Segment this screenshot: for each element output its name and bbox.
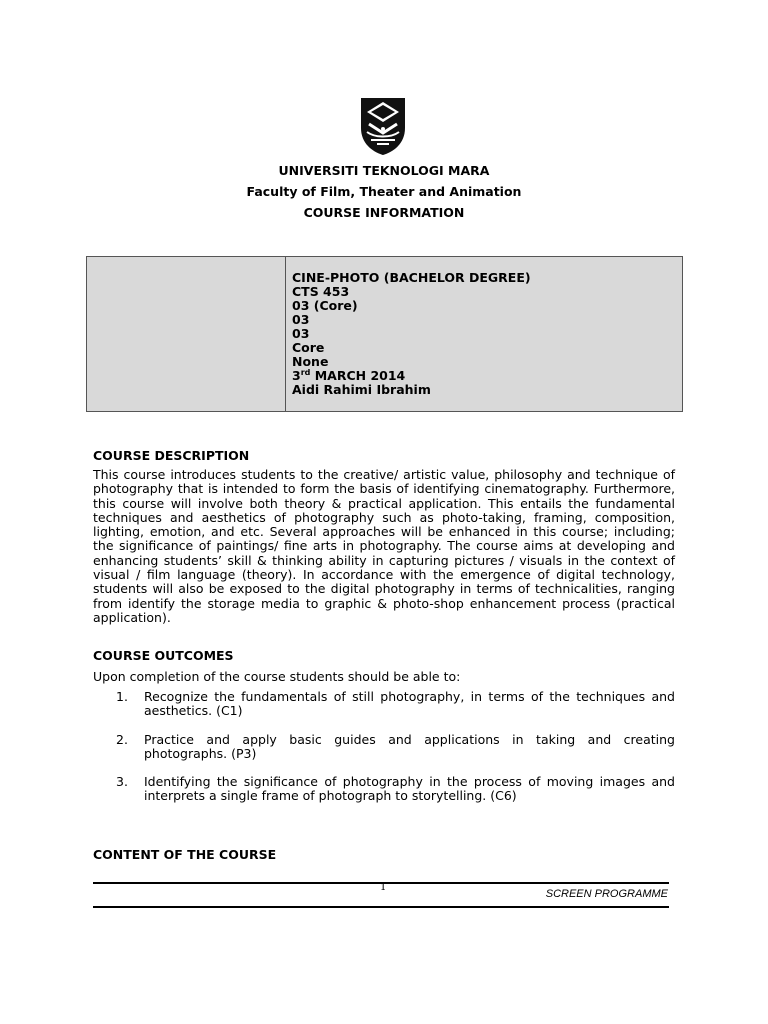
list-text: Recognize the fundamentals of still photography, in terms of the techniques and aesthetics. (C1) (144, 689, 675, 719)
table-divider (285, 257, 286, 411)
document-title: COURSE INFORMATION (303, 205, 465, 220)
info-value: CINE-PHOTO (BACHELOR DEGREE) (292, 270, 531, 285)
course-description-title: COURSE DESCRIPTION (93, 448, 250, 463)
info-value: 03 (Core) (292, 298, 358, 313)
faculty-name: Faculty of Film, Theater and Animation (246, 184, 522, 199)
course-outcomes-title: COURSE OUTCOMES (93, 648, 234, 663)
footer-label: SCREEN PROGRAMME (545, 888, 668, 900)
list-text: Identifying the significance of photography in the process of moving images and interprets a single frame of photograph to storytelling. (C6) (144, 774, 675, 804)
course-description-text: This course introduces students to the creative/ artistic value, philosophy and technique of photography that is intended to form the basis of identifying cinematography. Furthermore, this course will involve both theory & practical application. This entails the fundamental techniques and aesthetics of photography such as photo-taking, framing, composition, lighting, emotion, and etc. Several approaches will be enhanced in this course; including; the significance of paintings/ fine arts in photography. The course aims at developing and enhancing students’ skill & thinking ability in capturing pictures / visuals in the context of visual / film language (theory). In accordance with the emergence of digital technology, students will also be exposed to the digital photography in terms of technicalities, ranging from identify the storage media to graphic & photo-shop enhancement process (practical application). (93, 467, 675, 625)
info-value (292, 369, 405, 383)
info-value: 03 (292, 312, 310, 327)
list-text: Practice and apply basic guides and applications in taking and creating photographs. (P3) (144, 732, 675, 762)
footer-bottom-rule (93, 906, 669, 908)
date-suffix: rd (300, 368, 311, 377)
info-value: 03 (292, 326, 310, 341)
course-info-table (86, 256, 683, 412)
info-value: CTS 453 (292, 284, 350, 299)
date-day: 3 (292, 368, 301, 383)
university-logo (359, 96, 407, 156)
date-rest: MARCH 2014 (310, 368, 406, 383)
list-number: 3. (116, 774, 128, 789)
list-number: 1. (116, 689, 128, 704)
info-value: Aidi Rahimi Ibrahim (292, 382, 431, 397)
outcomes-intro: Upon completion of the course students should be able to: (93, 669, 461, 684)
university-name: UNIVERSITI TEKNOLOGI MARA (278, 163, 490, 178)
page-number: 1 (380, 882, 387, 893)
info-value: None (292, 354, 329, 369)
course-content-title: CONTENT OF THE COURSE (93, 847, 277, 862)
info-value: Core (292, 340, 325, 355)
list-number: 2. (116, 732, 128, 747)
